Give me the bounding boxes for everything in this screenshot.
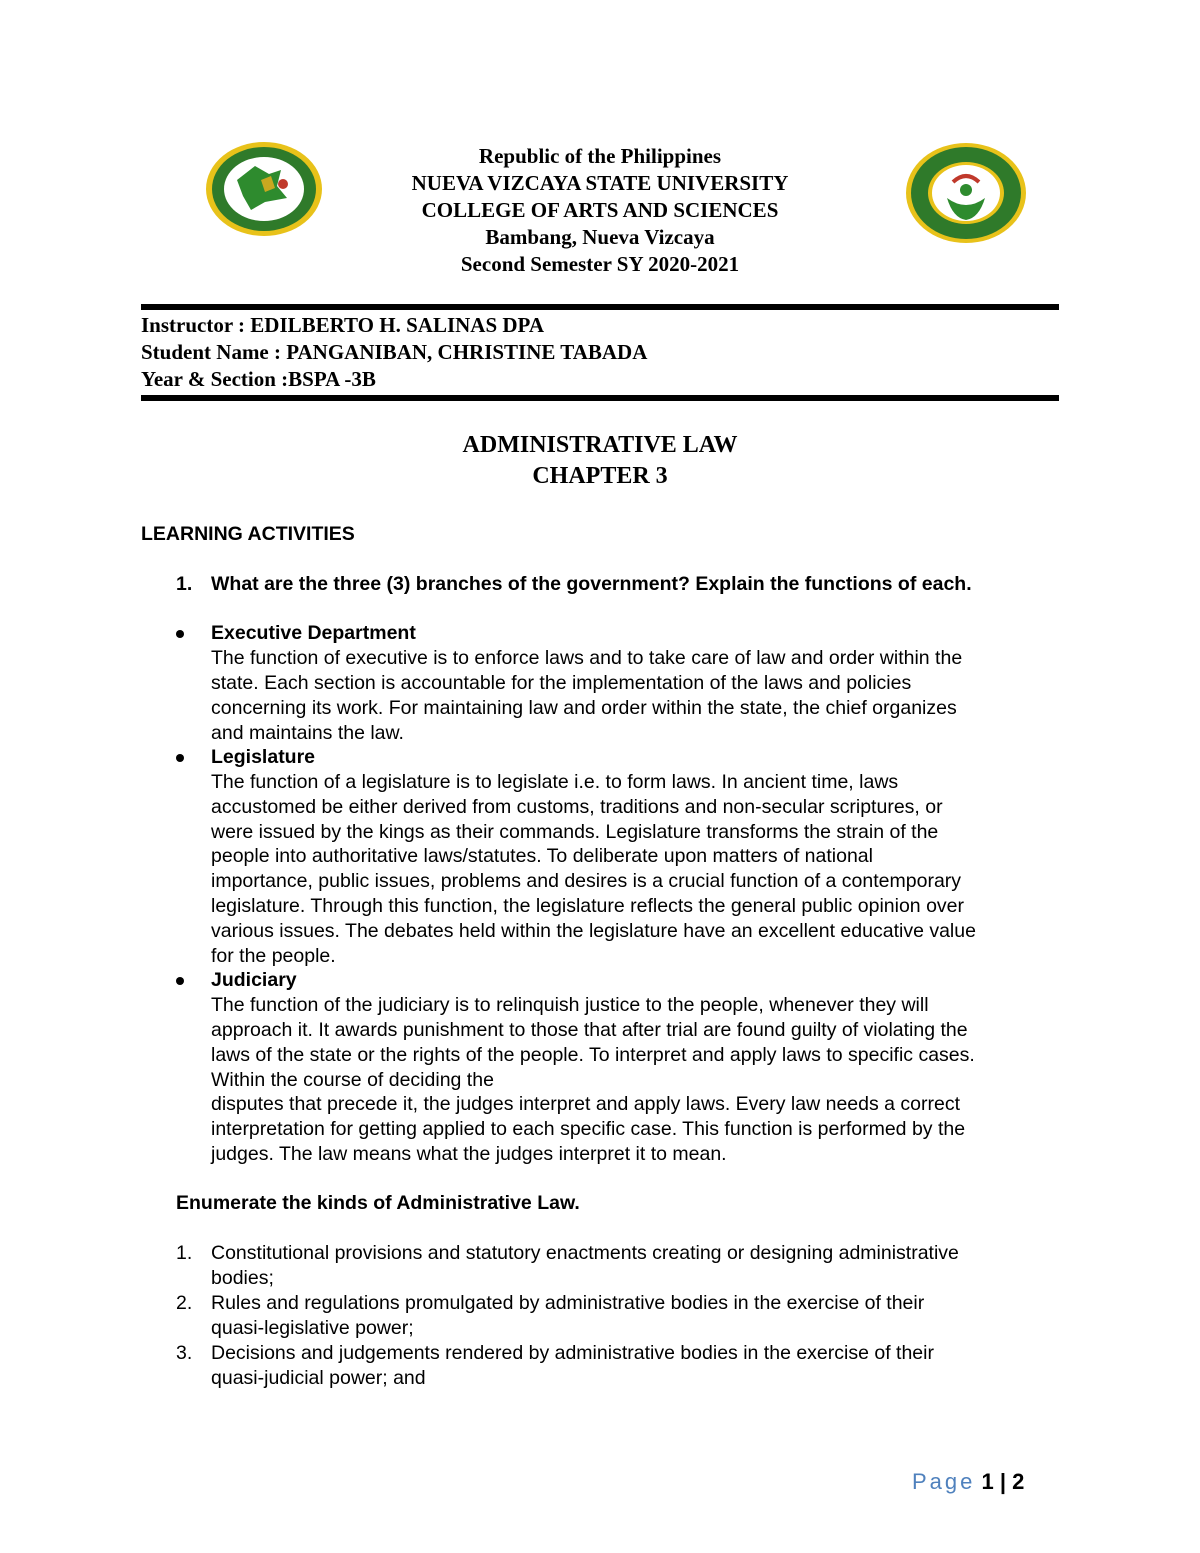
branch-text-line: for the people. bbox=[211, 945, 336, 967]
question-number: 1. bbox=[176, 573, 193, 595]
branch-text-line: laws of the state or the rights of the people. To interpret and apply laws to specific cases. bbox=[211, 1044, 975, 1066]
branch-text-line: interpretation for getting applied to each specific case. This function is performed by the bbox=[211, 1118, 966, 1140]
branch-text-line: state. Each section is accountable for the implementation of the laws and policies bbox=[211, 672, 912, 694]
letterhead bbox=[300, 143, 900, 278]
header-college: COLLEGE OF ARTS AND SCIENCES bbox=[421, 198, 779, 222]
list-item-line: bodies; bbox=[211, 1267, 274, 1289]
branch-text-line: people into authoritative laws/statutes. To deliberate upon matters of national bbox=[211, 845, 873, 867]
branch-text-line: The function of executive is to enforce laws and to take care of law and order within the bbox=[211, 647, 963, 669]
page-separator: | bbox=[999, 1469, 1007, 1494]
branch-text-line: disputes that precede it, the judges interpret and apply laws. Every law needs a correct bbox=[211, 1093, 960, 1115]
enumerate-heading: Enumerate the kinds of Administrative Law. bbox=[176, 1192, 580, 1214]
list-item-line: quasi-judicial power; and bbox=[211, 1367, 426, 1389]
question-text: What are the three (3) branches of the government? Explain the functions of each. bbox=[211, 573, 972, 595]
bullet-icon bbox=[176, 754, 184, 762]
list-item-line: quasi-legislative power; bbox=[211, 1317, 414, 1339]
branch-text-line: The function of a legislature is to legislate i.e. to form laws. In ancient time, laws bbox=[211, 771, 899, 793]
list-number: 1. bbox=[176, 1242, 193, 1264]
branch-heading: Legislature bbox=[211, 746, 316, 768]
bullet-icon bbox=[176, 977, 184, 985]
branch-text-line: were issued by the kings as their commands. Legislature transforms the strain of the bbox=[211, 821, 939, 843]
branch-text-line: legislature. Through this function, the legislature reflects the general public opinion over bbox=[211, 895, 965, 917]
list-number: 2. bbox=[176, 1292, 193, 1314]
branch-heading: Executive Department bbox=[211, 622, 416, 644]
current-page: 1 bbox=[981, 1469, 994, 1494]
activities-heading: LEARNING ACTIVITIES bbox=[141, 523, 355, 545]
branch-text-line: and maintains the law. bbox=[211, 722, 404, 744]
page-label: Page bbox=[912, 1469, 976, 1494]
branch-text-line: concerning its work. For maintaining law and order within the state, the chief organizes bbox=[211, 697, 957, 719]
branch-text-line: accustomed be either derived from customs, traditions and non-secular scriptures, or bbox=[211, 796, 943, 818]
instructor-line: Instructor : EDILBERTO H. SALINAS DPA bbox=[141, 313, 544, 337]
header-location: Bambang, Nueva Vizcaya bbox=[485, 225, 715, 249]
branch-text-line: importance, public issues, problems and desires is a crucial function of a contemporary bbox=[211, 870, 962, 892]
branch-heading: Judiciary bbox=[211, 969, 297, 991]
bottom-divider bbox=[141, 395, 1059, 401]
branch-text-line: Within the course of deciding the bbox=[211, 1069, 494, 1091]
branch-text-line: various issues. The debates held within the legislature have an excellent educative value bbox=[211, 920, 976, 942]
branch-text-line: approach it. It awards punishment to those that after trial are found guilty of violating the bbox=[211, 1019, 968, 1041]
cas-seal-logo bbox=[903, 140, 1029, 246]
section-line: Year & Section :BSPA -3B bbox=[141, 367, 376, 391]
list-item-line: Constitutional provisions and statutory enactments creating or designing administrative bbox=[211, 1242, 959, 1264]
header-semester: Second Semester SY 2020-2021 bbox=[460, 252, 740, 276]
bullet-icon bbox=[176, 630, 184, 638]
page-number bbox=[912, 1468, 1024, 1496]
branch-text-line: judges. The law means what the judges interpret it to mean. bbox=[211, 1143, 727, 1165]
header-university: NUEVA VIZCAYA STATE UNIVERSITY bbox=[411, 171, 789, 195]
list-item-line: Decisions and judgements rendered by administrative bodies in the exercise of their bbox=[211, 1342, 934, 1364]
list-item-line: Rules and regulations promulgated by administrative bodies in the exercise of their bbox=[211, 1292, 925, 1314]
chapter-title: CHAPTER 3 bbox=[532, 463, 668, 489]
top-divider bbox=[141, 304, 1059, 310]
header-republic: Republic of the Philippines bbox=[478, 144, 722, 168]
document-title: ADMINISTRATIVE LAW bbox=[462, 432, 738, 458]
student-info bbox=[141, 312, 647, 393]
branch-text-line: The function of the judiciary is to relinquish justice to the people, whenever they will bbox=[211, 994, 929, 1016]
list-number: 3. bbox=[176, 1342, 193, 1364]
student-name-line: Student Name : PANGANIBAN, CHRISTINE TABADA bbox=[141, 340, 648, 364]
total-pages: 2 bbox=[1012, 1469, 1025, 1494]
